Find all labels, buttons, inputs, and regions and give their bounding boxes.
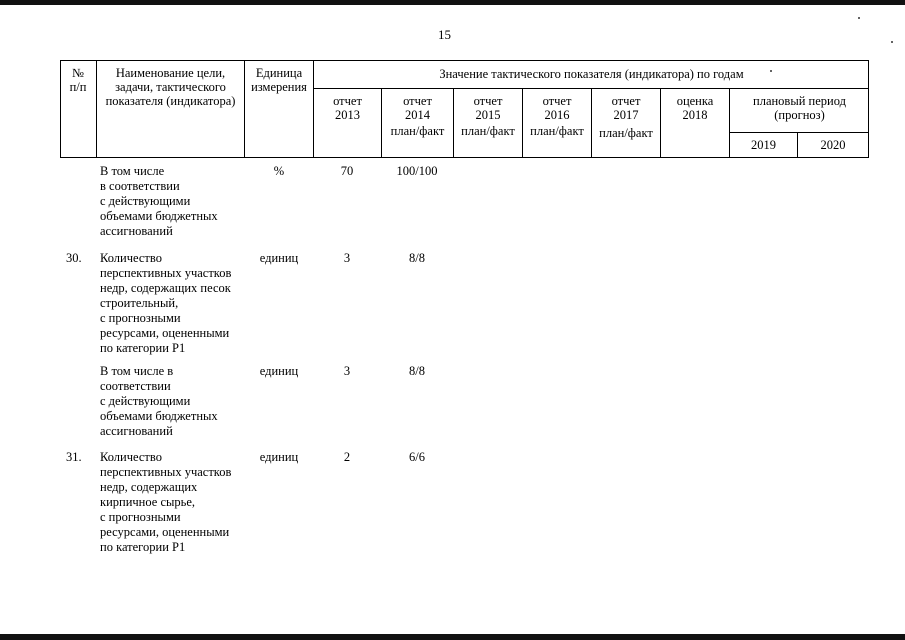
row-indicator-name: Количество перспективных участков недр, содержащих кирпичное сырье, с прогнозными ресурсами, оцененными по категории Р1 xyxy=(100,450,232,554)
header-unit: Единица измерения xyxy=(251,66,307,94)
row-indicator-name: Количество перспективных участков недр, содержащих песок строительный, с прогнозными ресурсами, оцененными по категории Р1 xyxy=(100,251,232,355)
table-header xyxy=(60,60,869,158)
row-indicator-name: В том числе в соответствии с действующими объемами бюджетных ассигнований xyxy=(100,364,218,438)
header-2015: отчет 2015 xyxy=(473,94,503,122)
header-2016: отчет 2016 xyxy=(542,94,572,122)
header-2017-planfact: план/факт xyxy=(599,126,653,140)
row-value-2013: 70 xyxy=(340,164,354,178)
row-unit: единиц xyxy=(259,364,299,378)
header-2016-planfact: план/факт xyxy=(530,124,584,138)
header-2017: отчет 2017 xyxy=(611,94,641,122)
row-value-2013: 2 xyxy=(343,450,351,464)
row-unit: единиц xyxy=(259,450,299,464)
row-value-2013: 3 xyxy=(343,364,351,378)
row-number: 31. xyxy=(66,450,82,464)
row-value-2014: 6/6 xyxy=(409,450,425,464)
row-unit: единиц xyxy=(259,251,299,265)
header-values-group: Значение тактического показателя (индикатора) по годам xyxy=(439,67,744,81)
header-2019: 2019 xyxy=(751,138,776,152)
header-name: Наименование цели, задачи, тактического показателя (индикатора) xyxy=(105,66,236,108)
row-indicator-name: В том числе в соответствии с действующими объемами бюджетных ассигнований xyxy=(100,164,218,238)
header-2014: отчет 2014 xyxy=(403,94,432,122)
row-value-2013: 3 xyxy=(343,251,351,265)
page-number: 15 xyxy=(438,27,451,42)
scan-speck xyxy=(891,41,893,43)
header-2013: отчет 2013 xyxy=(333,94,362,122)
header-2020: 2020 xyxy=(820,138,846,152)
header-num: № п/п xyxy=(69,66,87,94)
scan-top-edge xyxy=(0,0,905,5)
row-value-2014: 100/100 xyxy=(396,164,438,178)
row-number: 30. xyxy=(66,251,82,265)
row-value-2014: 8/8 xyxy=(409,364,425,378)
scan-speck xyxy=(858,17,860,19)
header-2014-planfact: план/факт xyxy=(390,124,445,138)
row-value-2014: 8/8 xyxy=(409,251,425,265)
header-2015-planfact: план/факт xyxy=(461,124,515,138)
header-planned-period: плановый период (прогноз) xyxy=(753,94,846,122)
header-2018: оценка 2018 xyxy=(676,94,714,122)
row-unit: % xyxy=(273,164,285,178)
scan-bottom-edge xyxy=(0,634,905,640)
